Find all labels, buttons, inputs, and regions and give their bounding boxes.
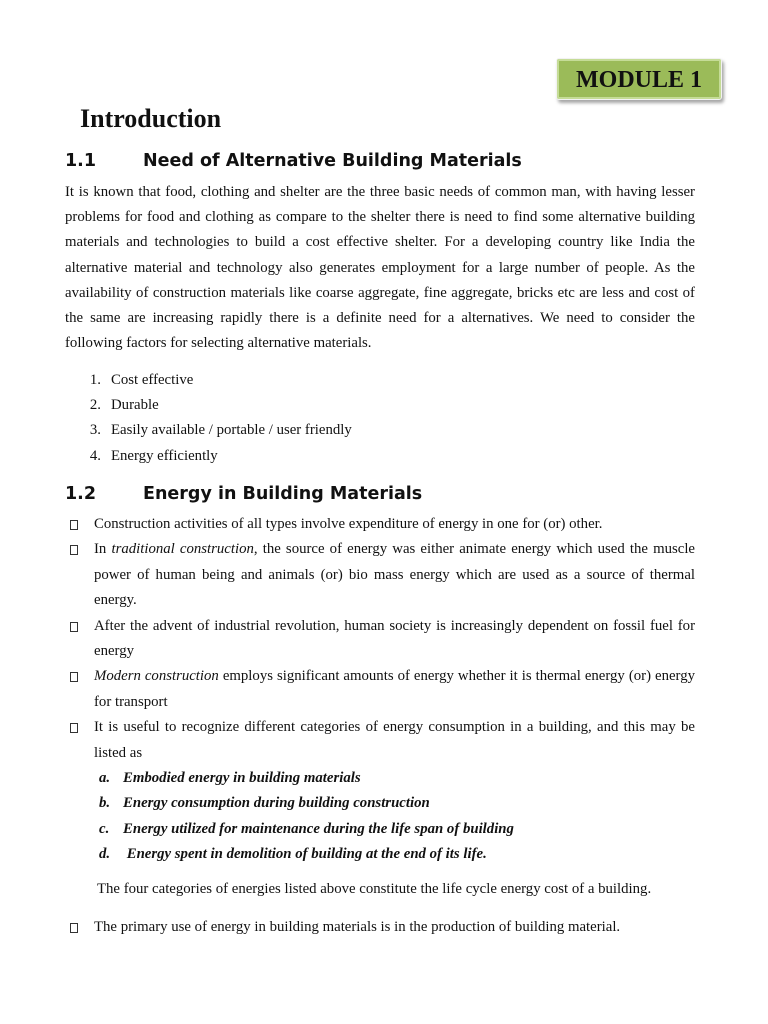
factors-list (65, 368, 352, 469)
bullet-box-icon (70, 622, 78, 632)
section-heading-1-1 (65, 151, 522, 171)
energy-categories-list (94, 766, 695, 868)
list-item: 4. Energy efficiently (89, 447, 218, 464)
summary-sentence: The four categories of energies listed above constitute the life cycle energy cost of a building. (97, 881, 652, 897)
section-heading-1-2 (65, 484, 422, 504)
list-item: b. Energy consumption during building construction (99, 795, 430, 812)
bullet-box-icon (70, 672, 78, 682)
section-title: Energy in Building Materials (143, 484, 423, 504)
list-item: 3. Easily available / portable / user friendly (89, 422, 352, 439)
intro-paragraph: It is known that food, clothing and shelter are the three basic needs of common man, with having lesser problems for food and clothing as compare to the shelter there is need to find some alternative building materials and technologies to build a cost effective shelter. For a developing country like India the alternative material and technology also generates employment for a large number of people. As the availability of construction materials like coarse aggregate, fine aggregate, bricks etc are less and cost of the same are increasing rapidly there is a definite need for a alternatives. We need to consider the following factors for selecting alternative materials. (65, 184, 695, 352)
list-item: It is useful to recognize different categories of energy consumption in a building, and this may be listed as a. Embodied energy in building materials b. Energy consumption during building construction c. Energy utilized for maintenance during the life span of building d. Energy spent in demolition of building at the end of its life. (65, 715, 695, 867)
section-title: Need of Alternative Building Materials (143, 151, 522, 171)
list-item: Construction activities of all types involve expenditure of energy in one for (or) other. (65, 512, 695, 537)
energy-bullet-list-2 (65, 915, 695, 940)
section-number: 1.2 (65, 484, 97, 504)
bullet-box-icon (70, 520, 78, 530)
bullet-box-icon (70, 923, 78, 933)
bullet-box-icon (70, 723, 78, 733)
list-item: d. Energy spent in demolition of building at the end of its life. (99, 846, 487, 863)
list-item: 2. Durable (89, 397, 159, 414)
list-item: 1. Cost effective (89, 372, 194, 388)
bullet-box-icon (70, 545, 78, 555)
list-item: The primary use of energy in building materials is in the production of building material. (65, 915, 695, 940)
list-item: In traditional construction, the source of energy was either animate energy which used the muscle power of human being and animals (or) bio mass energy which are used as a source of thermal energy. (65, 537, 695, 613)
list-item: a. Embodied energy in building materials (99, 770, 361, 787)
list-item: c. Energy utilized for maintenance during the life span of building (99, 820, 514, 837)
energy-bullet-list (65, 512, 695, 868)
page-title: Introduction (80, 104, 222, 133)
list-item: After the advent of industrial revolution, human society is increasingly dependent on fossil fuel for energy (65, 614, 695, 665)
list-item: Modern construction employs significant amounts of energy whether it is thermal energy (or) energy for transport (65, 664, 695, 715)
section-number: 1.1 (65, 151, 97, 171)
module-badge: MODULE 1 (556, 58, 722, 100)
